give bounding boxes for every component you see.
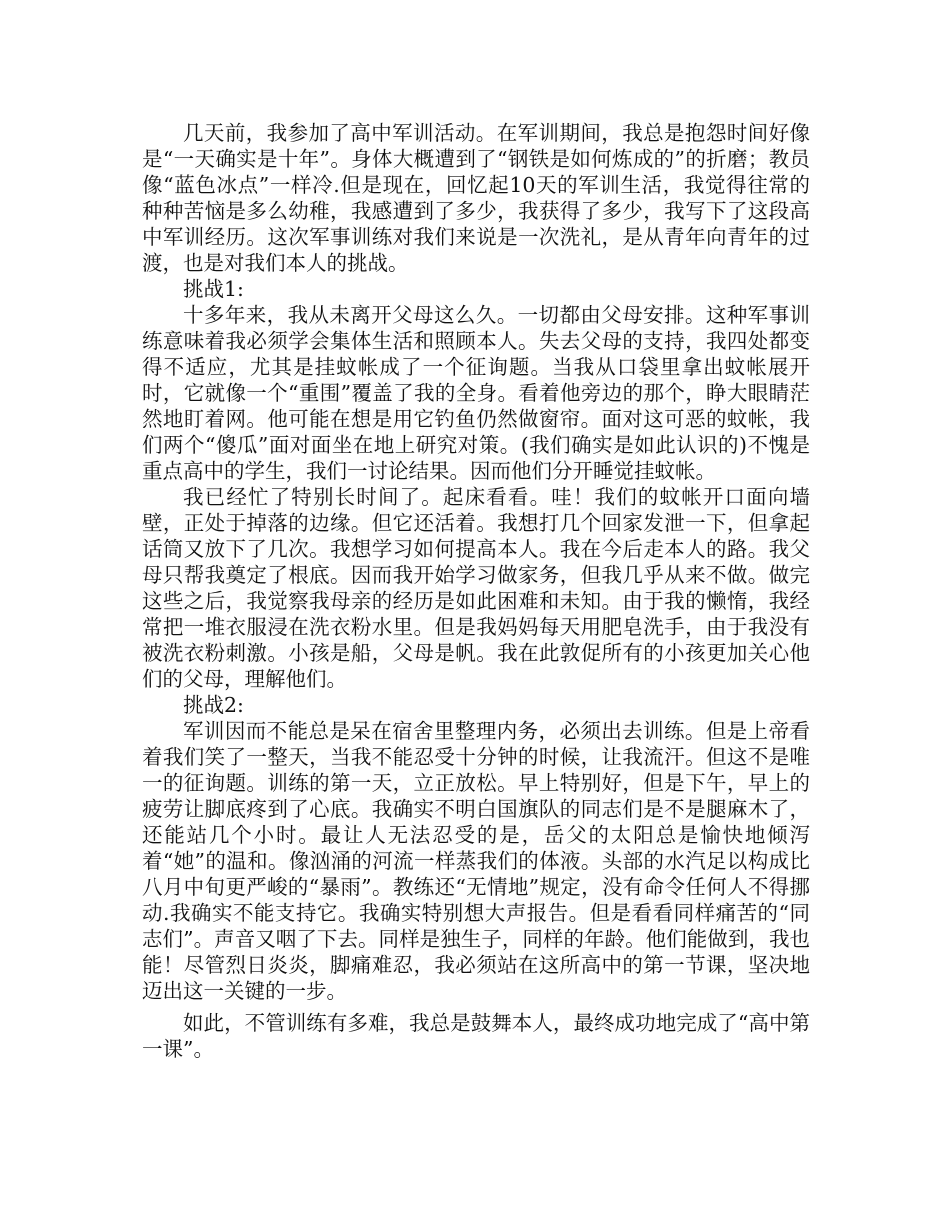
paragraph-training: 军训因而不能总是呆在宿舍里整理内务，必须出去训练。但是上帝看着我们笑了一整天，当我不能忍受十分钟的时候，让我流汗。但这不是唯一的征询题。训练的第一天，立正放松。早上特别好，但是下午，早上的疲劳让脚底疼到了心底。我确实不明白国旗队的同志们是不是腿麻木了，还能站几个小时。最让人无法忍受的是，岳父的太阳总是愉快地倾泻着“她”的温和。像汹涌的河流一样蒸我们的体液。头部的水汽足以构成比八月中旬更严峻的“暴雨”。教练还“无情地”规定，没有命令任何人不得挪动.我确实不能支持它。我确实特别想大声报告。但是看看同样痛苦的“同志们”。声音又咽了下去。同样是独生子，同样的年龄。他们能做到，我也能！尽管烈日炎炎，脚痛难忍，我必须站在这所高中的第一节课，坚决地迈出这一关键的一步。 (142, 719, 810, 1003)
paragraph-mosquito-net: 十多年来，我从未离开父母这么久。一切都由父母安排。这种军事训练意味着我必须学会集体生活和照顾本人。失去父母的支持，我四处都变得不适应，尤其是挂蚊帐成了一个征询题。当我从口袋里拿出蚊帐展开时，它就像一个“重围”覆盖了我的全身。看着他旁边的那个，睁大眼睛茫然地盯着网。他可能在想是用它钓鱼仍然做窗帘。面对这可恶的蚊帐，我们两个“傻瓜”面对面坐在地上研究对策。(我们确实是如此认识的)不愧是重点高中的学生，我们一讨论结果。因而他们分开睡觉挂蚊帐。 (142, 303, 810, 483)
section-heading-challenge-2: 挑战2: (183, 693, 244, 717)
paragraph-conclusion: 如此，不管训练有多难，我总是鼓舞本人，最终成功地完成了“高中第一课”。 (142, 1011, 810, 1061)
paragraph-housework: 我已经忙了特别长时间了。起床看看。哇！我们的蚊帐开口面向墙壁，正处于掉落的边缘。但它还活着。我想打几个回家发泄一下，但拿起话筒又放下了几次。我想学习如何提高本人。我在今后走本人的路。我父母只帮我奠定了根底。因而我开始学习做家务，但我几乎从来不做。做完这些之后，我觉察我母亲的经历是如此困难和未知。由于我的懒惰，我经常把一堆衣服浸在洗衣粉水里。但是我妈妈每天用肥皂洗手，由于我没有被洗衣粉刺激。小孩是船，父母是帆。我在此敦促所有的小孩更加关心他们的父母，理解他们。 (142, 485, 810, 691)
paragraph-intro: 几天前，我参加了高中军训活动。在军训期间，我总是抱怨时间好像是“一天确实是十年”。身体大概遭到了“钢铁是如何炼成的”的折磨；教员像“蓝色冰点”一样冷.但是现在，回忆起10天的军训生活，我觉得往常的种种苦恼是多么幼稚，我感遭到了多少，我获得了多少，我写下了这段高中军训经历。这次军事训练对我们来说是一次洗礼，是从青年向青年的过渡，也是对我们本人的挑战。 (142, 121, 810, 275)
document-body (142, 120, 810, 1062)
section-heading-challenge-1: 挑战1: (183, 277, 244, 301)
